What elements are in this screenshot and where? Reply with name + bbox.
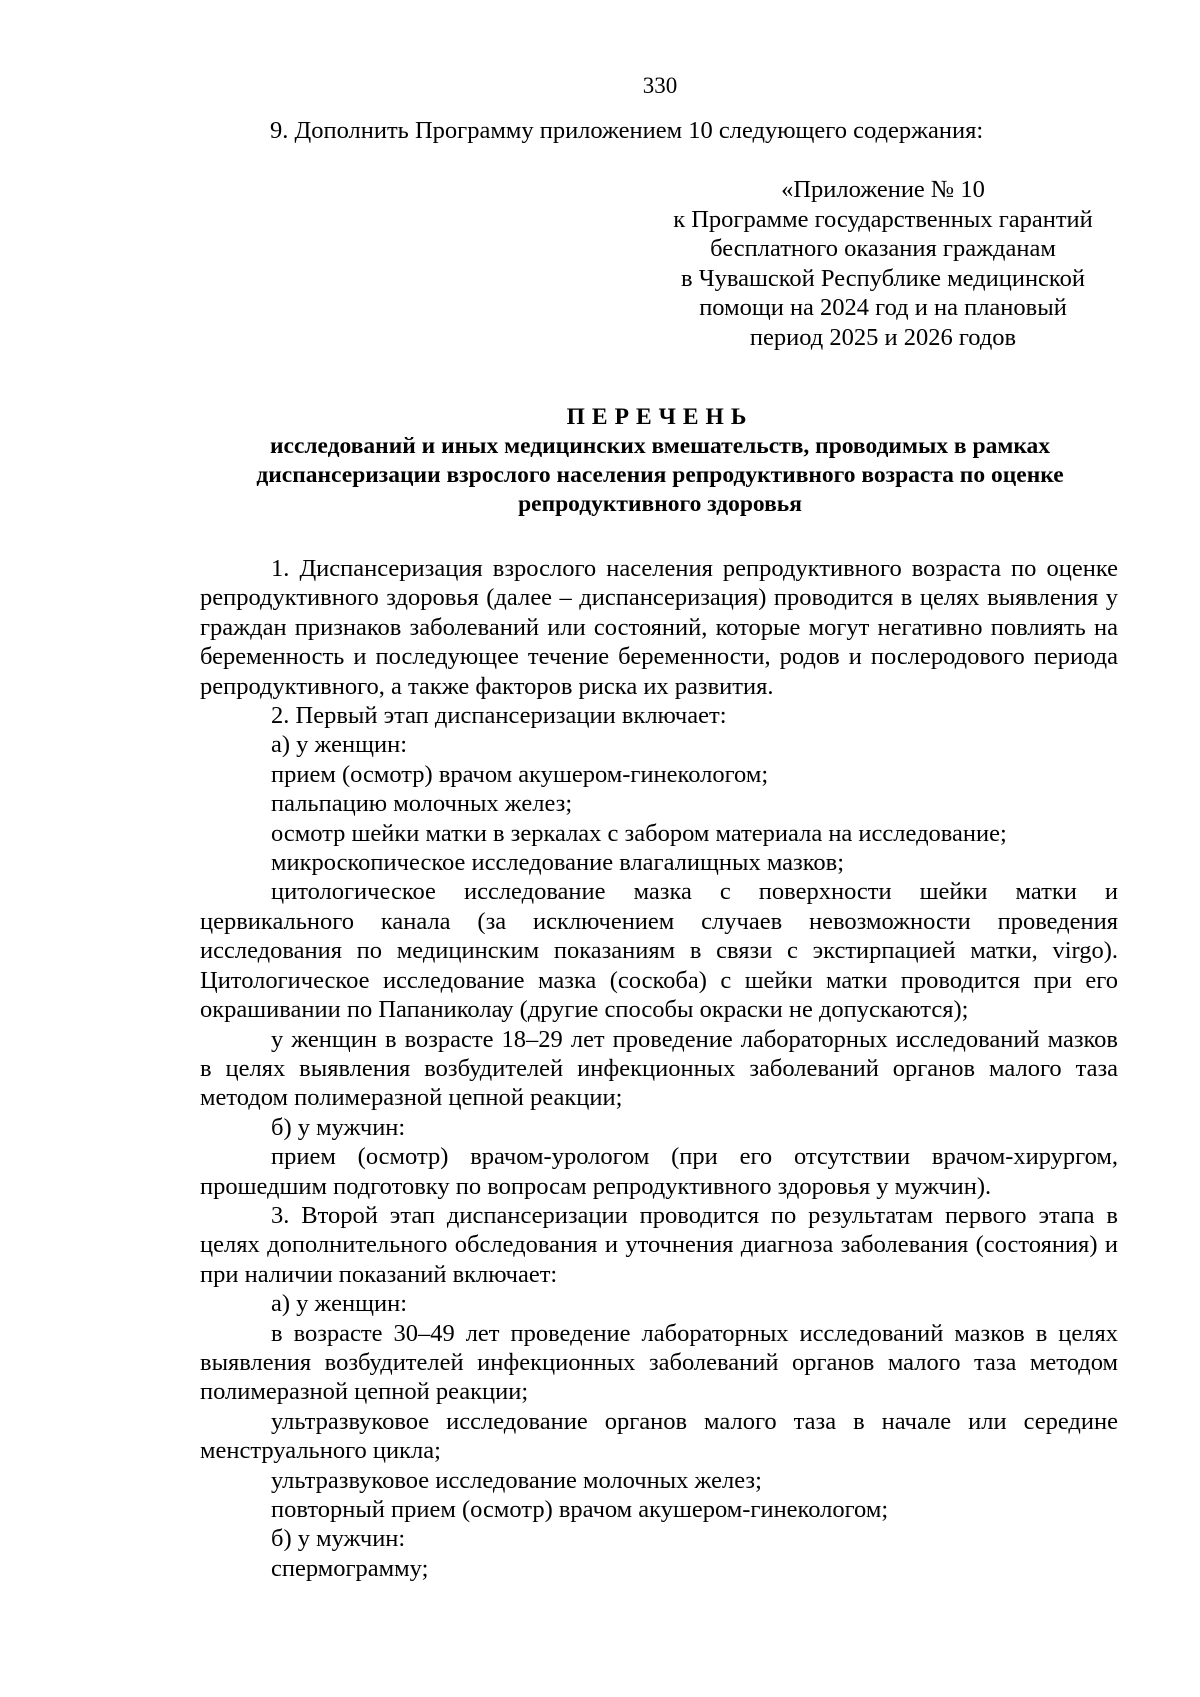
intro-paragraph: 9. Дополнить Программу приложением 10 следующего содержания: — [270, 117, 984, 144]
page-number: 330 — [642, 73, 678, 98]
appendix-line: период 2025 и 2026 годов — [749, 323, 1017, 351]
appendix-line: к Программе государственных гарантий — [673, 205, 1093, 233]
document-subtitle-line: репродуктивного здоровья — [518, 491, 802, 517]
paragraph: 3. Второй этап диспансеризации проводится по результатам первого этапа в целях дополнительного обследования и уточнения диагноза заболевания (состояния) и при наличии показаний включает: — [200, 1201, 1118, 1288]
document-body — [200, 554, 1118, 1583]
document-title: ПЕРЕЧЕНЬ — [566, 404, 754, 430]
paragraph: цитологическое исследование мазка с поверхности шейки матки и цервикального канала (за исключением случаев невозможности проведения исследования по медицинским показаниям в связи с экстирпацией матки, virgo). Цитологическое исследование мазка (соскоба) с шейки матки проводится при его окрашивании по Папаниколау (другие способы окраски не допускаются); — [200, 878, 1118, 1024]
paragraph: а) у женщин: — [271, 1290, 408, 1318]
document-title-block — [190, 403, 1130, 519]
paragraph: а) у женщин: — [271, 731, 408, 759]
appendix-line: «Приложение № 10 — [781, 176, 985, 203]
paragraph: микроскопическое исследование влагалищных мазков; — [271, 849, 845, 877]
paragraph: 1. Диспансеризация взрослого населения репродуктивного возраста по оценке репродуктивного здоровья (далее – диспансеризация) проводится в целях выявления у граждан признаков заболеваний или состояний, которые могут негативно повлиять на беременность и последующее течение беременности, родов и послеродового периода репродуктивного, а также факторов риска их развития. — [200, 555, 1118, 700]
paragraph: б) у мужчин: — [271, 1525, 406, 1553]
paragraph: 2. Первый этап диспансеризации включает: — [271, 702, 727, 730]
paragraph: повторный прием (осмотр) врачом акушером-гинекологом; — [271, 1496, 889, 1523]
paragraph: ультразвуковое исследование органов малого таза в начале или середине менструального цикла; — [200, 1407, 1118, 1465]
paragraph: осмотр шейки матки в зеркалах с забором материала на исследование; — [271, 819, 1007, 847]
paragraph: у женщин в возрасте 18–29 лет проведение лабораторных исследований мазков в целях выявления возбудителей инфекционных заболеваний органов малого таза методом полимеразной цепной реакции; — [200, 1025, 1118, 1112]
paragraph: прием (осмотр) врачом-урологом (при его отсутствии врачом-хирургом, прошедшим подготовку по вопросам репродуктивного здоровья у мужчин). — [200, 1143, 1118, 1200]
paragraph: пальпацию молочных желез; — [271, 790, 573, 818]
paragraph: б) у мужчин: — [271, 1113, 406, 1141]
paragraph: спермограмму; — [271, 1554, 429, 1582]
document-subtitle-line: исследований и иных медицинских вмешательств, проводимых в рамках — [269, 433, 1051, 459]
appendix-line: в Чувашской Республике медицинской — [681, 264, 1085, 292]
document-subtitle-line: диспансеризации взрослого населения репродуктивного возраста по оценке — [256, 462, 1064, 488]
paragraph: прием (осмотр) врачом акушером-гинекологом; — [271, 760, 769, 788]
paragraph: в возрасте 30–49 лет проведение лабораторных исследований мазков в целях выявления возбудителей инфекционных заболеваний органов малого таза методом полимеразной цепной реакции; — [200, 1319, 1118, 1406]
appendix-line: бесплатного оказания гражданам — [710, 235, 1056, 262]
paragraph: ультразвуковое исследование молочных желез; — [271, 1466, 762, 1494]
appendix-header — [648, 175, 1118, 352]
appendix-line: помощи на 2024 год и на плановый — [699, 294, 1067, 321]
